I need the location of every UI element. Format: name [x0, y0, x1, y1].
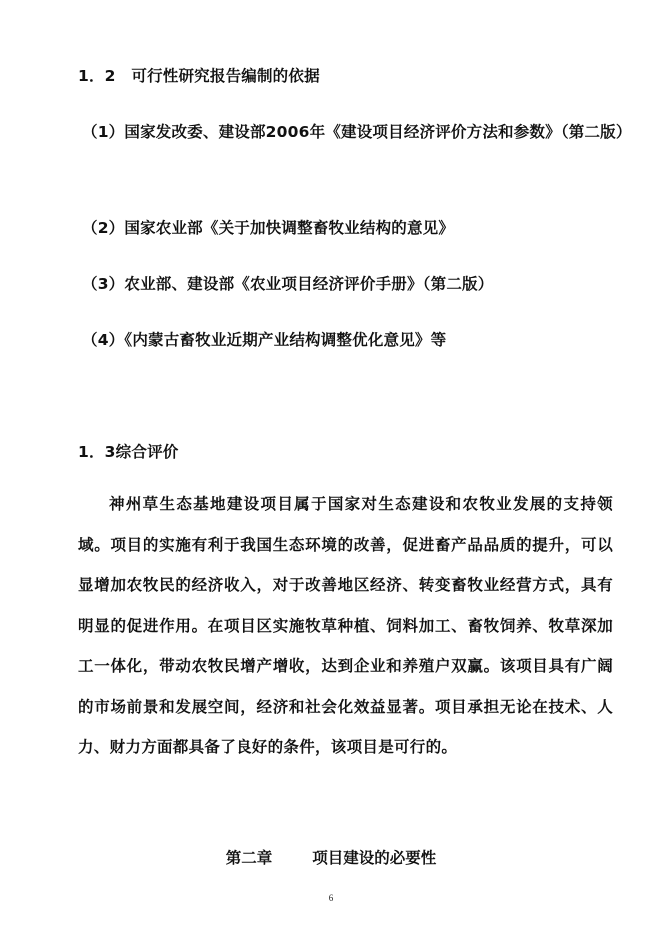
chapter-number: 第二章 [225, 849, 273, 867]
section-heading-1-3: 1．3综合评价 [78, 443, 179, 461]
reference-item-4: （4）《内蒙古畜牧业近期产业结构调整优化意见》等 [82, 331, 447, 349]
chapter-heading [0, 846, 662, 868]
section-heading-1-2: 1．2 可行性研究报告编制的依据 [78, 67, 320, 85]
page-number: 6 [328, 893, 334, 903]
reference-item-2: （2）国家农业部《关于加快调整畜牧业结构的意见》 [82, 219, 455, 237]
chapter-title: 项目建设的必要性 [312, 849, 437, 867]
reference-item-3: （3）农业部、建设部《农业项目经济评价手册》（第二版） [82, 275, 494, 293]
evaluation-paragraph: 神州草生态基地建设项目属于国家对生态建设和农牧业发展的支持领域。项目的实施有利于我国生态环境的改善，促进畜产品品质的提升，可以显增加农牧民的经济收入，对于改善地区经济、转变畜牧业经营方式，具有明显的促进作用。在项目区实施牧草种植、饲料加工、畜牧饲养、牧草深加工一体化，带动农牧民增产增收，达到企业和养殖户双赢。该项目具有广阔的市场前景和发展空间，经济和社会化效益显著。项目承担无论在技术、人力、财力方面都具备了良好的条件，该项目是可行的。 [78, 495, 613, 756]
reference-item-1: （1）国家发改委、建设部2006年《建设项目经济评价方法和参数》（第二版） [82, 123, 632, 141]
